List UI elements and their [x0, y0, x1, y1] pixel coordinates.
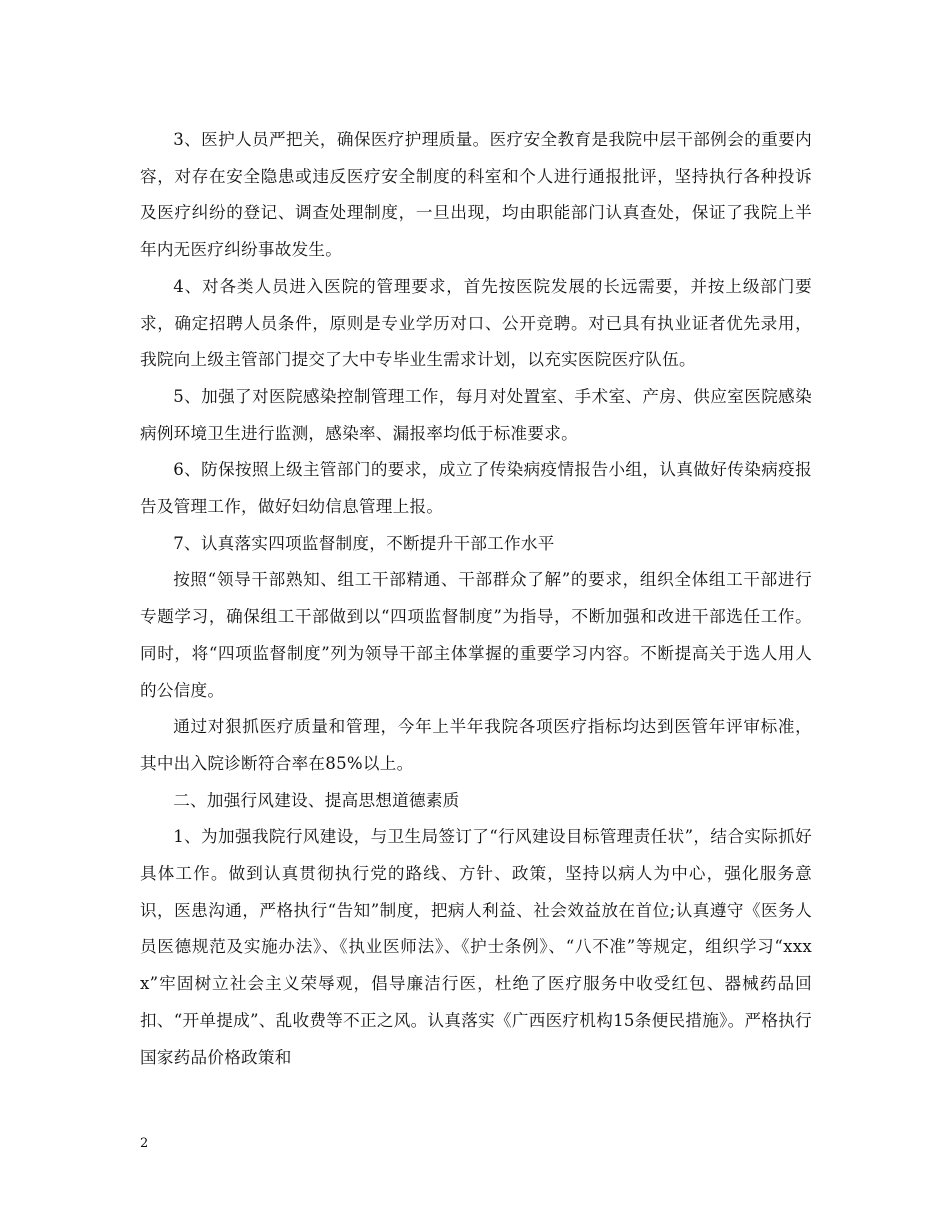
- paragraph-conduct-building: 1、为加强我院行风建设，与卫生局签订了“行风建设目标管理责任状”，结合实际抓好具体工作。做到认真贯彻执行党的路线、方针、政策，坚持以病人为中心，强化服务意识，医患沟通，严格执行“告知”制度，把病人利益、社会效益放在首位;认真遵守《医务人员医德规范及实施办法》、《执业医师法》、《护士条例》、“八不准”等规定，组织学习“xxxx”牢固树立社会主义荣辱观，倡导廉洁行医，杜绝了医疗服务中收受红包、器械药品回扣、“开单提成”、乱收费等不正之风。认真落实《广西医疗机构15条便民措施》。严格执行国家药品价格政策和: [140, 827, 812, 1067]
- paragraph-supervision-heading: 7、认真落实四项监督制度，不断提升干部工作水平: [173, 533, 555, 553]
- section-heading-conduct: 二、加强行风建设、提高思想道德素质: [173, 790, 460, 810]
- page-number: 2: [140, 1136, 149, 1151]
- paragraph-infection-control: 5、加强了对医院感染控制管理工作，每月对处置室、手术室、产房、供应室医院感染病例环境卫生进行监测，感染率、漏报率均低于标准要求。: [140, 386, 812, 443]
- document-body: [140, 122, 812, 1076]
- paragraph-personnel-recruitment: 4、对各类人员进入医院的管理要求，首先按医院发展的长远需要，并按上级部门要求，确定招聘人员条件，原则是专业学历对口、公开竞聘。对已具有执业证者优先录用，我院向上级主管部门提交了大中专毕业生需求计划，以充实医院医疗队伍。: [140, 276, 812, 370]
- paragraph-quality-results: 通过对狠抓医疗质量和管理，今年上半年我院各项医疗指标均达到医管年评审标准，其中出入院诊断符合率在85%以上。: [140, 717, 812, 773]
- paragraph-medical-safety: 3、医护人员严把关，确保医疗护理质量。医疗安全教育是我院中层干部例会的重要内容，对存在安全隐患或违反医疗安全制度的科室和个人进行通报批评，坚持执行各种投诉及医疗纠纷的登记、调查处理制度，一旦出现，均由职能部门认真查处，保证了我院上半年内无医疗纠纷事故发生。: [140, 130, 812, 260]
- paragraph-epidemic-reporting: 6、防保按照上级主管部门的要求，成立了传染病疫情报告小组，认真做好传染病疫报告及管理工作，做好妇幼信息管理上报。: [140, 460, 812, 517]
- paragraph-cadre-study: 按照“领导干部熟知、组工干部精通、干部群众了解”的要求，组织全体组工干部进行专题学习，确保组工干部做到以“四项监督制度”为指导，不断加强和改进干部选任工作。同时，将“四项监督制度”列为领导干部主体掌握的重要学习内容。不断提高关于选人用人的公信度。: [140, 570, 812, 700]
